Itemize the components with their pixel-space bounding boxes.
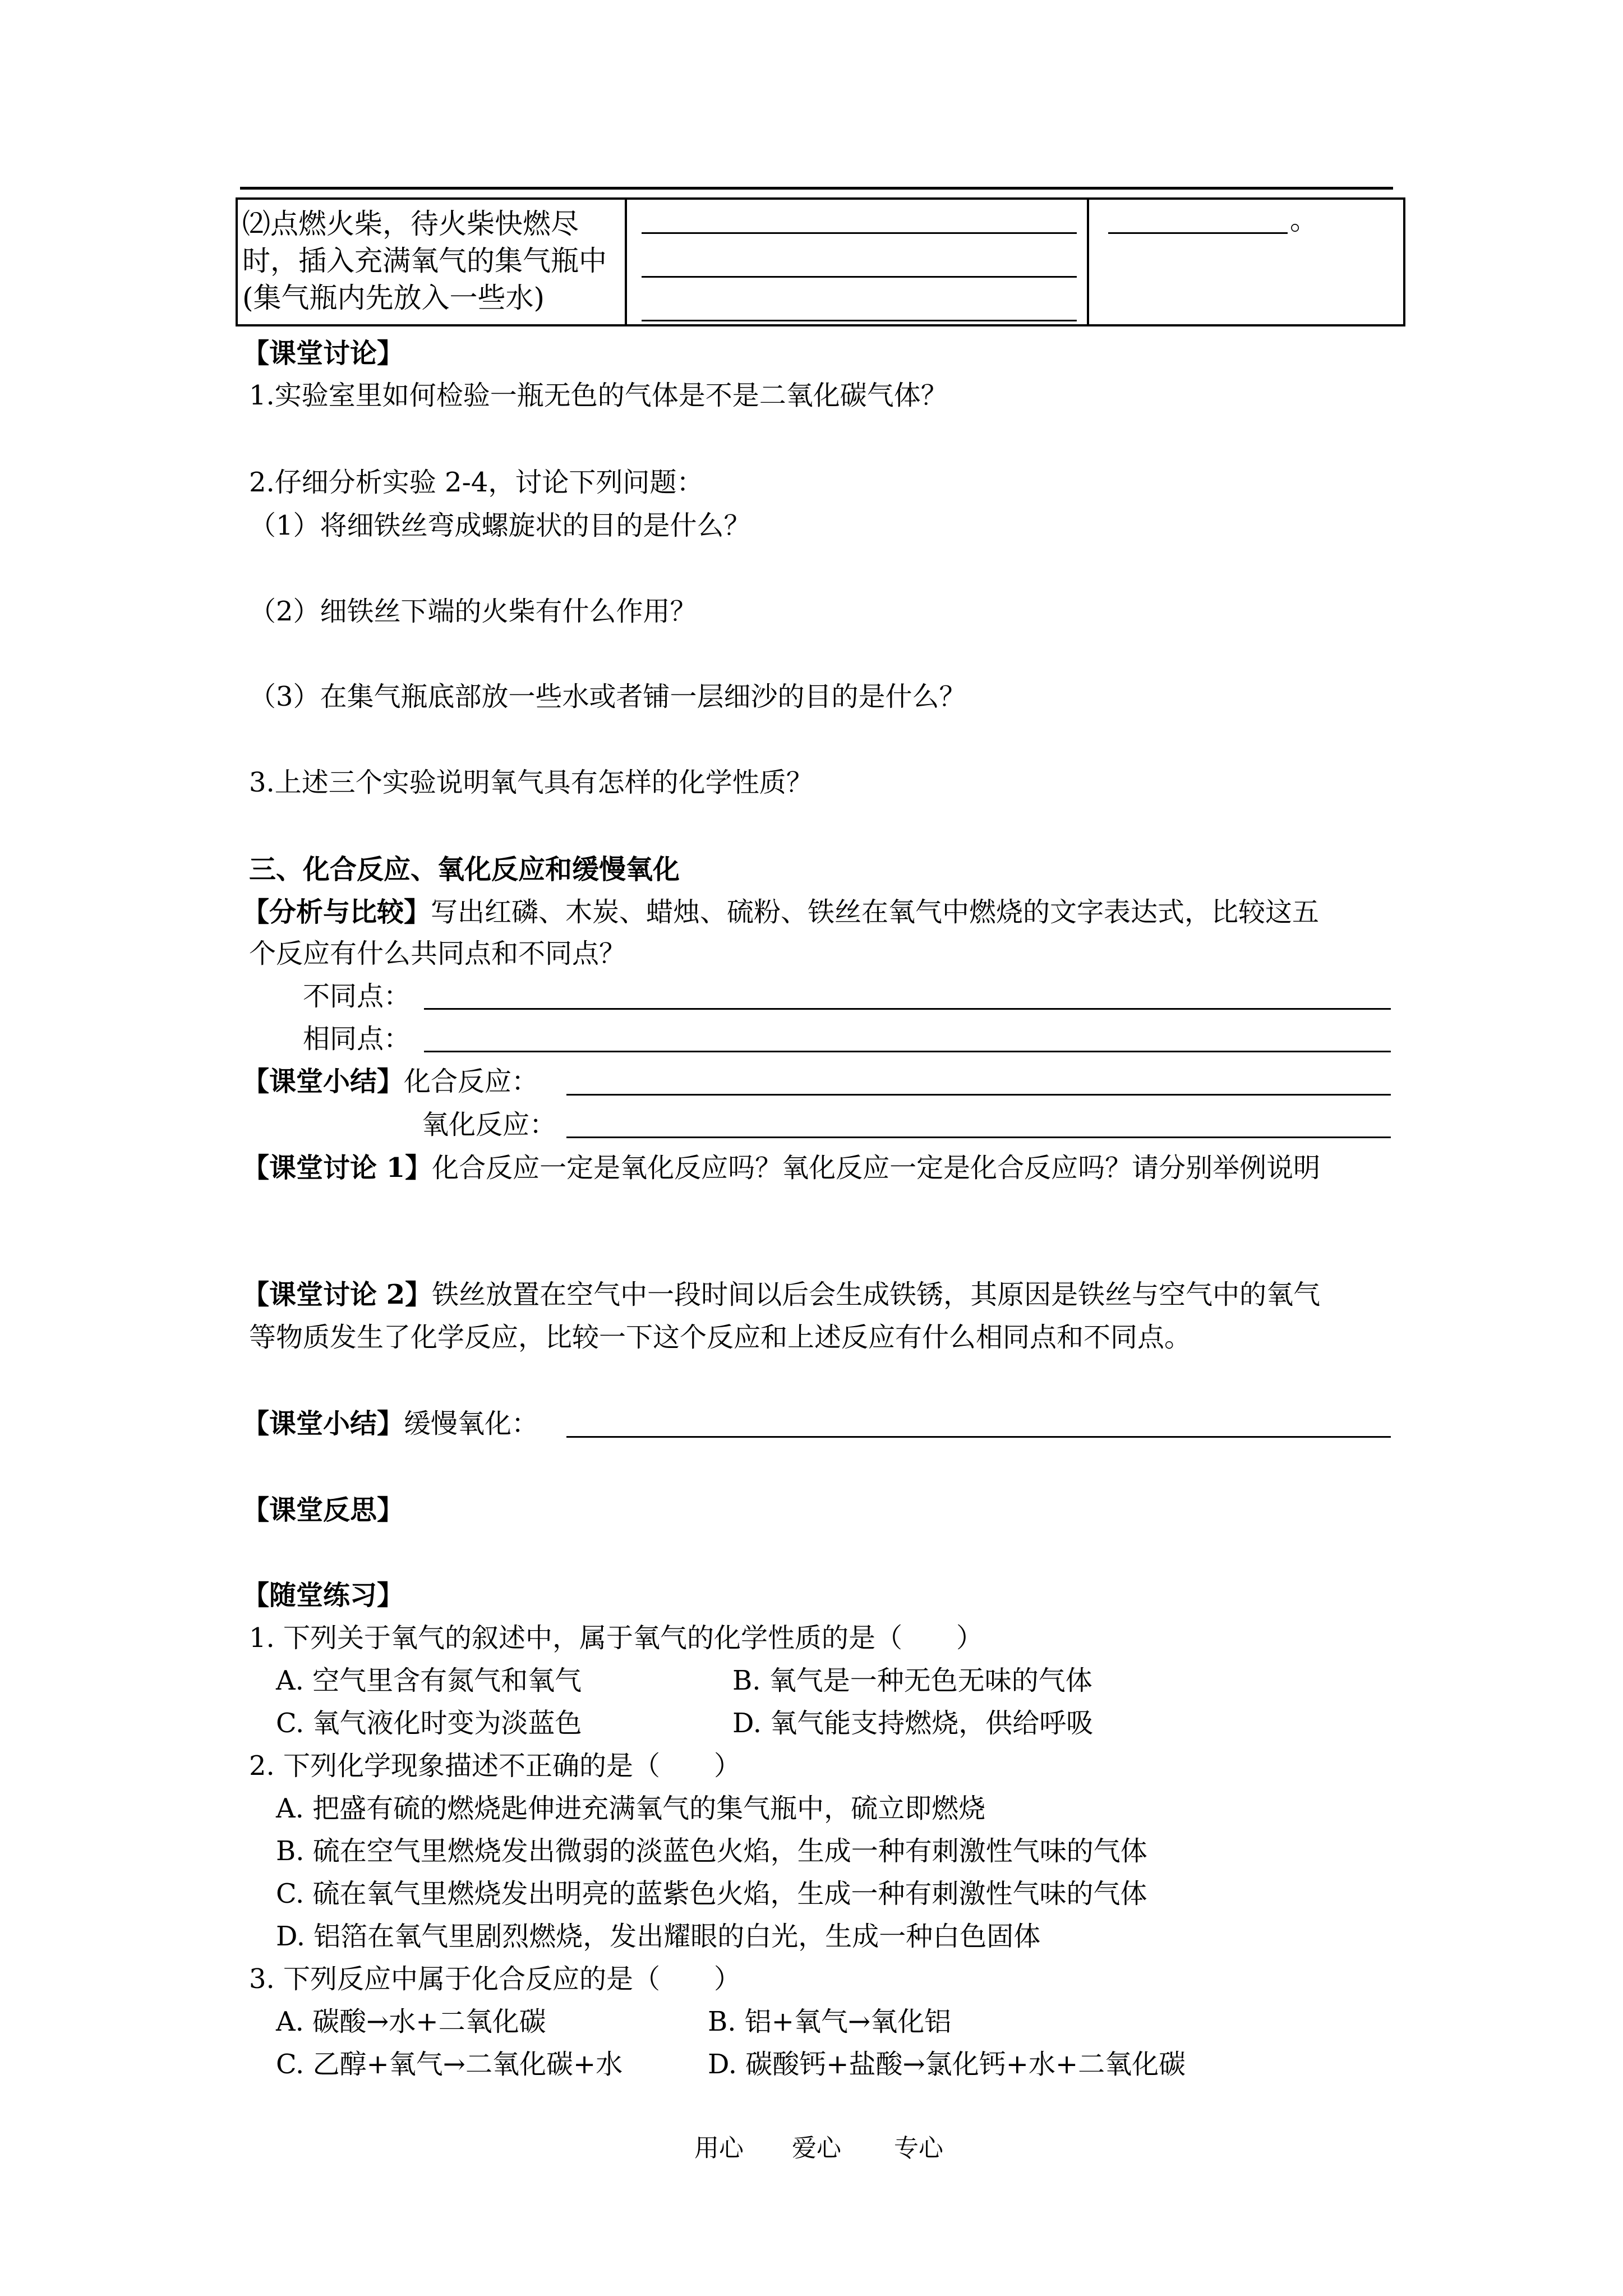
practice-question-1: 1. 下列关于氧气的叙述中，属于氧气的化学性质的是（ ） (249, 1622, 984, 1654)
discussion-question-2-3: （3）在集气瓶底部放一些水或者铺一层细沙的目的是什么？ (249, 681, 966, 712)
slow-oxidation-label: 缓慢氧化： (404, 1408, 539, 1439)
slow-oxidation-blank (566, 1436, 1391, 1438)
analysis-line-1 (242, 895, 1319, 929)
practice-q3-option-a: A. 碳酸→水+二氧化碳 (276, 2006, 546, 2037)
footer-word-2: 爱心 (792, 2134, 841, 2162)
discussion-question-1: 1.实验室里如何检验一瓶无色的气体是不是二氧化碳气体？ (249, 380, 948, 411)
footer-word-1: 用心 (694, 2134, 744, 2162)
combination-label: 化合反应： (404, 1066, 539, 1097)
practice-q1-option-a: A. 空气里含有氮气和氧气 (276, 1665, 582, 1696)
practice-q3-option-b: B. 铝+氧气→氧化铝 (708, 2006, 952, 2037)
difference-blank (424, 1008, 1391, 1010)
header-rule (240, 187, 1393, 190)
practice-q3-option-d: D. 碳酸钙+盐酸→氯化钙+水+二氧化碳 (708, 2049, 1186, 2080)
analysis-tag: 【分析与比较】 (242, 896, 431, 928)
discussion-question-2-2: （2）细铁丝下端的火柴有什么作用？ (249, 596, 697, 627)
difference-label: 不同点： (303, 981, 411, 1012)
practice-q3-option-c: C. 乙醇+氧气→二氧化碳+水 (276, 2049, 623, 2080)
combination-blank (566, 1094, 1391, 1096)
practice-q2-option-a: A. 把盛有硫的燃烧匙伸进充满氧气的集气瓶中，硫立即燃烧 (276, 1793, 986, 1824)
practice-q2-option-c: C. 硫在氧气里燃烧发出明亮的蓝紫色火焰，生成一种有刺激性气味的气体 (276, 1878, 1147, 1910)
discussion-2-tag: 【课堂讨论 2】 (242, 1279, 432, 1310)
practice-heading: 【随堂练习】 (242, 1580, 404, 1611)
discussion-2-text: 铁丝放置在空气中一段时间以后会生成铁锈，其原因是铁丝与空气中的氧气 (432, 1279, 1321, 1310)
practice-question-2: 2. 下列化学现象描述不正确的是（ ） (249, 1750, 741, 1782)
analysis-line-2: 个反应有什么共同点和不同点？ (249, 938, 626, 969)
discussion-question-2-1: （1）将细铁丝弯成螺旋状的目的是什么？ (249, 510, 751, 541)
discussion-2-line-2: 等物质发生了化学反应，比较一下这个反应和上述反应有什么相同点和不同点。 (249, 1322, 1192, 1353)
reflection-heading: 【课堂反思】 (242, 1494, 404, 1526)
practice-q2-option-d: D. 铝箔在氧气里剧烈燃烧，发出耀眼的白光，生成一种白色固体 (276, 1921, 1041, 1952)
conclusion-end-mark: 。 (1290, 204, 1318, 236)
experiment-step-cell: ⑵点燃火柴，待火柴快燃尽 时，插入充满氧气的集气瓶中 (集气瓶内先放入一些水) (242, 208, 607, 314)
practice-q1-option-b: B. 氧气是一种无色无味的气体 (732, 1665, 1092, 1696)
similarity-label: 相同点： (303, 1023, 411, 1055)
summary-combination-line (242, 1065, 538, 1098)
section-3-title: 三、化合反应、氧化反应和缓慢氧化 (249, 854, 680, 885)
summary-tag: 【课堂小结】 (242, 1066, 404, 1097)
discussion-question-3: 3.上述三个实验说明氧气具有怎样的化学性质？ (249, 767, 813, 798)
footer-word-3: 专心 (894, 2134, 943, 2162)
practice-q1-option-c: C. 氧气液化时变为淡蓝色 (276, 1708, 582, 1739)
summary-slow-oxidation-line (242, 1407, 538, 1441)
phenomenon-blank (642, 276, 1077, 278)
discussion-1-line (242, 1151, 1320, 1185)
conclusion-blank (1108, 232, 1288, 234)
practice-question-3: 3. 下列反应中属于化合反应的是（ ） (249, 1963, 741, 1995)
oxidation-blank (566, 1137, 1391, 1138)
discussion-2-line-1 (242, 1278, 1320, 1312)
phenomenon-blank (642, 232, 1077, 234)
similarity-blank (424, 1051, 1391, 1052)
table-column-divider (625, 200, 627, 324)
table-column-divider (1087, 200, 1089, 324)
discussion-1-text: 化合反应一定是氧化反应吗？氧化反应一定是化合反应吗？请分别举例说明 (432, 1152, 1321, 1184)
discussion-question-2: 2.仔细分析实验 2-4，讨论下列问题： (249, 467, 704, 498)
oxidation-label: 氧化反应： (422, 1109, 557, 1140)
analysis-text: 写出红磷、木炭、蜡烛、硫粉、铁丝在氧气中燃烧的文字表达式，比较这五 (431, 896, 1320, 928)
phenomenon-blank (642, 320, 1077, 321)
practice-q1-option-d: D. 氧气能支持燃烧，供给呼吸 (732, 1708, 1094, 1739)
discussion-heading: 【课堂讨论】 (242, 338, 404, 369)
summary-tag-2: 【课堂小结】 (242, 1408, 404, 1439)
practice-q2-option-b: B. 硫在空气里燃烧发出微弱的淡蓝色火焰，生成一种有刺激性气味的气体 (276, 1835, 1147, 1867)
discussion-1-tag: 【课堂讨论 1】 (242, 1152, 432, 1184)
experiment-table (236, 197, 1405, 326)
